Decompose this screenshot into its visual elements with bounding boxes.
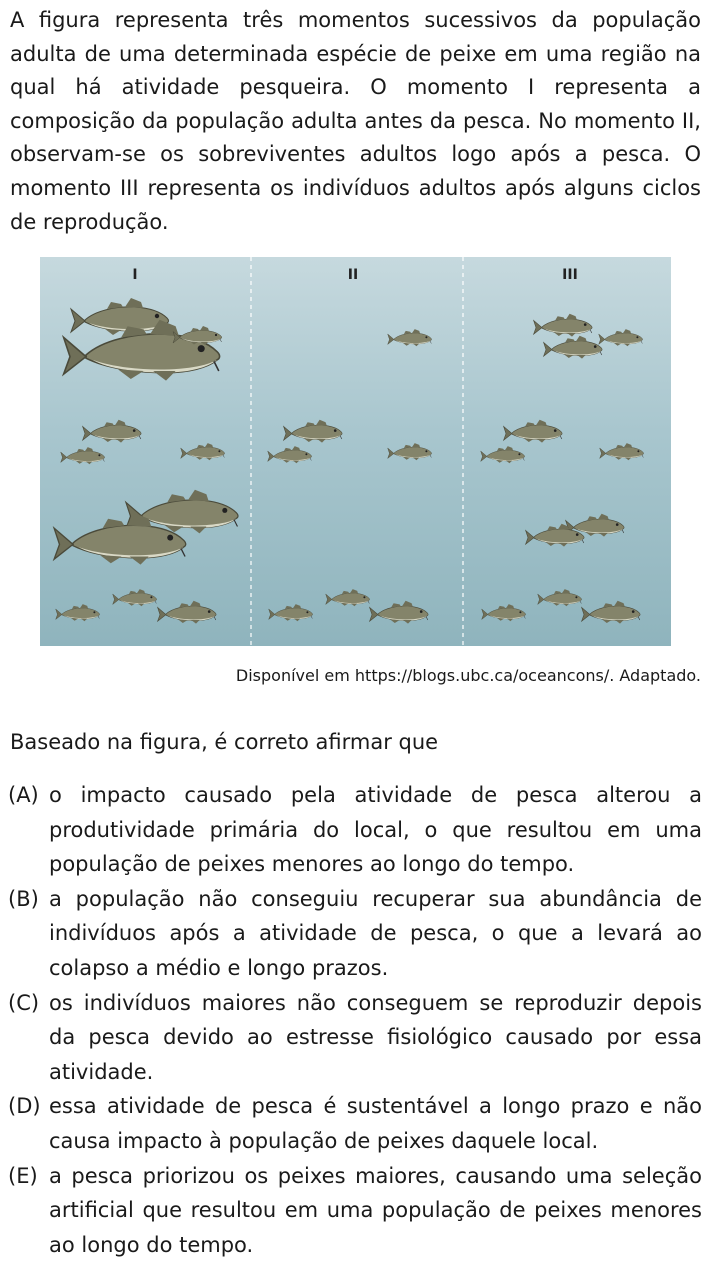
fish-small — [56, 604, 100, 621]
fish-small — [284, 420, 343, 443]
option-text: os indivíduos maiores não conseguem se reproduzir depois da pesca devido ao estresse fisiológico causado por essa atividade. — [49, 990, 702, 1084]
fish-small — [370, 601, 429, 624]
option-text: a população não conseguiu recuperar sua abundância de indivíduos após a atividade de pesca, o que a levará ao colapso a médio e longo prazos. — [49, 886, 702, 980]
fish-population-figure — [40, 257, 671, 646]
fish-small — [599, 329, 643, 346]
intro-paragraph: A figura representa três momentos sucessivos da população adulta de uma determinada espécie de peixe em uma região na qual há atividade pesqueira. O momento I representa a composição da população adulta antes da pesca. No momento II, observam-se os sobreviventes adultos logo após a pesca. O momento III representa os indivíduos adultos após alguns ciclos de reprodução. — [10, 8, 701, 234]
option-text: a pesca priorizou os peixes maiores, causando uma seleção artificial que resultou em uma população de peixes menores ao longo do tempo. — [49, 1163, 702, 1257]
option-text: o impacto causado pela atividade de pesca alterou a produtividade primária do local, o que resultou em uma população de peixes menores ao longo do tempo. — [49, 783, 702, 877]
option-a[interactable] — [8, 778, 702, 882]
fish-small — [268, 446, 312, 463]
fish-small — [326, 589, 370, 606]
answer-options — [8, 778, 702, 1262]
fish-small — [481, 446, 525, 463]
fish-small — [534, 314, 593, 337]
figure-source-caption: Disponível em https://blogs.ubc.ca/oceancons/. Adaptado. — [235, 666, 701, 685]
option-letter: (D) — [8, 1094, 41, 1119]
option-letter: (B) — [8, 886, 39, 911]
panel-label-1: I — [132, 267, 138, 283]
option-text: essa atividade de pesca é sustentável a longo prazo e não causa impacto à população de peixes daquele local. — [49, 1094, 702, 1153]
fish-small — [269, 604, 313, 621]
question-stem: Baseado na figura, é correto afirmar que — [10, 730, 439, 754]
fish-small — [600, 443, 644, 460]
option-c[interactable] — [8, 986, 702, 1090]
panel-label-2: II — [347, 267, 359, 283]
option-letter: (E) — [8, 1163, 38, 1188]
fish-small — [538, 589, 582, 606]
option-letter: (A) — [8, 783, 39, 807]
fish-small — [181, 443, 225, 460]
fish-small — [113, 589, 157, 606]
fish-small — [388, 443, 432, 460]
option-letter: (C) — [8, 990, 40, 1015]
fish-small — [61, 447, 105, 464]
fish-small — [504, 420, 562, 443]
option-d[interactable] — [8, 1089, 702, 1158]
option-b[interactable] — [8, 882, 702, 986]
panel-label-3: III — [562, 267, 578, 283]
fish-small — [158, 601, 217, 624]
fish-small — [388, 329, 432, 346]
figure-canvas — [40, 257, 671, 646]
fish-small — [83, 420, 142, 443]
fish-small — [544, 336, 603, 359]
fish-small — [582, 601, 641, 624]
option-e[interactable] — [8, 1159, 702, 1262]
fish-small — [482, 604, 526, 621]
